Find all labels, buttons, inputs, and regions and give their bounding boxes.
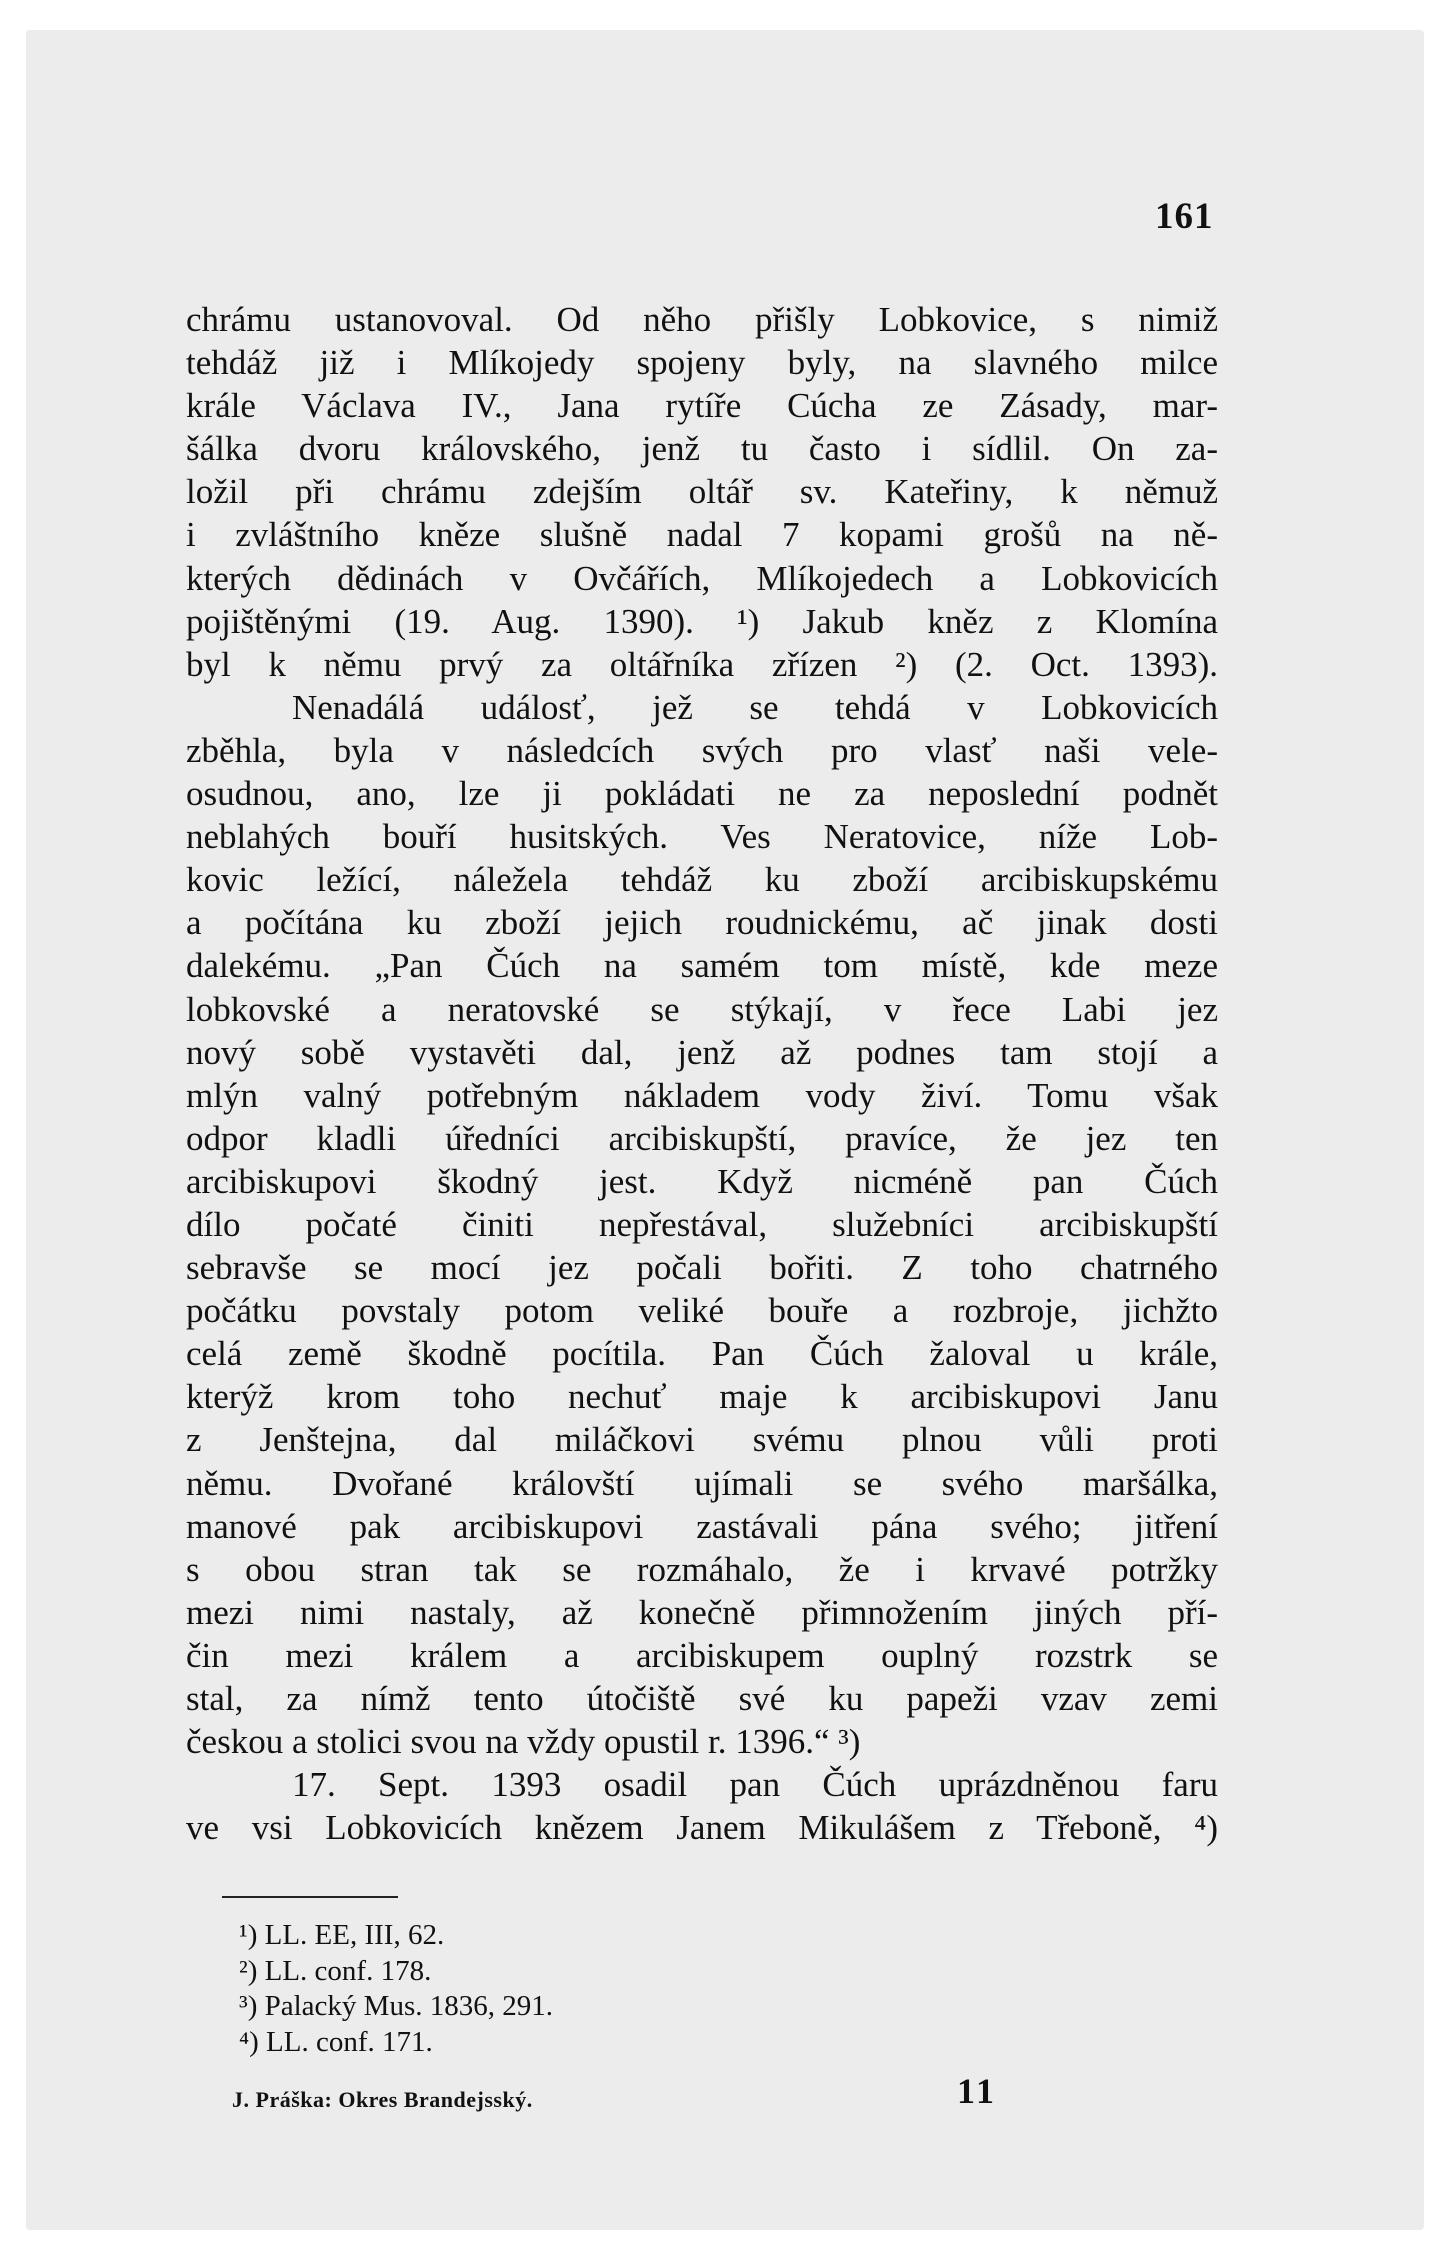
text-line: a počítána ku zboží jejich roudnickému, ač jinak dosti <box>186 903 1218 943</box>
text-line: dílo počaté činiti nepřestával, služebníci arcibiskupští <box>186 1204 1218 1244</box>
footnote-item <box>239 1989 553 2025</box>
footnotes <box>239 1918 553 2060</box>
text-line: němu. Dvořané královští ujímali se svého maršálka, <box>186 1463 1218 1503</box>
footnote-mark: ¹) <box>239 1919 258 1951</box>
text-line: pojištěnými (19. Aug. 1390). ¹) Jakub kněz z Klomína <box>186 601 1218 641</box>
text-line: ložil při chrámu zdejším oltář sv. Kateřiny, k němuž <box>186 472 1218 512</box>
footnote-mark: ³) <box>239 1990 258 2022</box>
text-line: manové pak arcibiskupovi zastávali pána svého; jitření <box>186 1506 1218 1546</box>
text-line: celá země škodně pocítila. Pan Čúch žaloval u krále, <box>186 1334 1218 1374</box>
text-line: chrámu ustanovoval. Od něho přišly Lobkovice, s nimiž <box>186 300 1218 339</box>
text-line: s obou stran tak se rozmáhalo, že i krvavé potržky <box>186 1549 1218 1589</box>
text-line: čin mezi králem a arcibiskupem ouplný rozstrk se <box>186 1635 1218 1675</box>
text-line: kterých dědinách v Ovčářích, Mlíkojedech a Lobkovicích <box>186 558 1218 598</box>
text-line: krále Václava IV., Jana rytíře Cúcha ze Zásady, mar- <box>186 386 1218 426</box>
text-line: i zvláštního kněze slušně nadal 7 kopami grošů na ně- <box>186 515 1218 555</box>
book-page <box>26 30 1424 2230</box>
footnote-text: LL. conf. 178. <box>264 1954 432 1987</box>
text-line: kterýž krom toho nechuť maje k arcibiskupovi Janu <box>186 1377 1218 1417</box>
text-line: zběhla, byla v následcích svých pro vlasť naši vele- <box>186 730 1218 770</box>
text-line: ve vsi Lobkovicích knězem Janem Mikulášem z Třeboně, ⁴) <box>186 1808 1218 1848</box>
text-line: mlýn valný potřebným nákladem vody živí. Tomu však <box>186 1075 1218 1115</box>
text-line: Nenadálá událosť, jež se tehdá v Lobkovicích <box>292 687 1218 727</box>
text-line: stal, za nímž tento útočiště své ku papeži vzav zemi <box>186 1679 1218 1718</box>
printer-signature: J. Práška: Okres Brandejsský. <box>232 2087 533 2112</box>
footnote-mark: ²) <box>239 1954 258 1987</box>
text-line: odpor kladli úředníci arcibiskupští, pravíce, že jez ten <box>186 1118 1218 1158</box>
text-line: sebravše se mocí jez počali bořiti. Z toho chatrného <box>186 1248 1218 1288</box>
page-number: 161 <box>1155 196 1214 237</box>
text-line: českou a stolici svou na vždy opustil r. 1396.“ ³) <box>186 1722 861 1762</box>
footnote-item <box>239 1918 553 1954</box>
footnote-item <box>239 1954 553 1990</box>
footnote-item <box>239 2025 553 2061</box>
footnote-text: Palacký Mus. 1836, 291. <box>264 1990 553 2022</box>
text-line: 17. Sept. 1393 osadil pan Čúch uprázdněnou faru <box>292 1765 1218 1805</box>
text-line: dalekému. „Pan Čúch na samém tom místě, kde meze <box>186 946 1218 986</box>
sheet-number: 11 <box>957 2071 998 2111</box>
text-line: arcibiskupovi škodný jest. Když nicméně pan Čúch <box>186 1161 1218 1201</box>
body-text <box>186 298 1218 1849</box>
text-line: nový sobě vystavěti dal, jenž až podnes tam stojí a <box>186 1032 1218 1072</box>
text-line: počátku povstaly potom veliké bouře a rozbroje, jichžto <box>186 1291 1218 1331</box>
footnote-text: LL. EE, III, 62. <box>264 1919 445 1951</box>
text-line: z Jenštejna, dal miláčkovi svému plnou vůli proti <box>186 1420 1218 1460</box>
text-line: tehdáž již i Mlíkojedy spojeny byly, na slavného milce <box>186 343 1218 383</box>
footnote-mark: ⁴) <box>239 2025 259 2058</box>
text-line: lobkovské a neratovské se stýkají, v řece Labi jez <box>186 989 1218 1029</box>
text-line: osudnou, ano, lze ji pokládati ne za neposlední podnět <box>186 774 1218 814</box>
text-line: šálka dvoru královského, jenž tu často i sídlil. On za- <box>186 429 1218 469</box>
footnote-divider <box>222 1896 398 1898</box>
text-line: byl k němu prvý za oltářníka zřízen ²) (2. Oct. 1393). <box>186 644 1218 684</box>
footnote-text: LL. conf. 171. <box>266 2025 433 2058</box>
text-line: kovic ležící, náležela tehdáž ku zboží arcibiskupskému <box>186 860 1218 900</box>
text-line: mezi nimi nastaly, až konečně přimnožením jiných pří- <box>186 1592 1218 1632</box>
text-line: neblahých bouří husitských. Ves Neratovice, níže Lob- <box>186 817 1218 857</box>
